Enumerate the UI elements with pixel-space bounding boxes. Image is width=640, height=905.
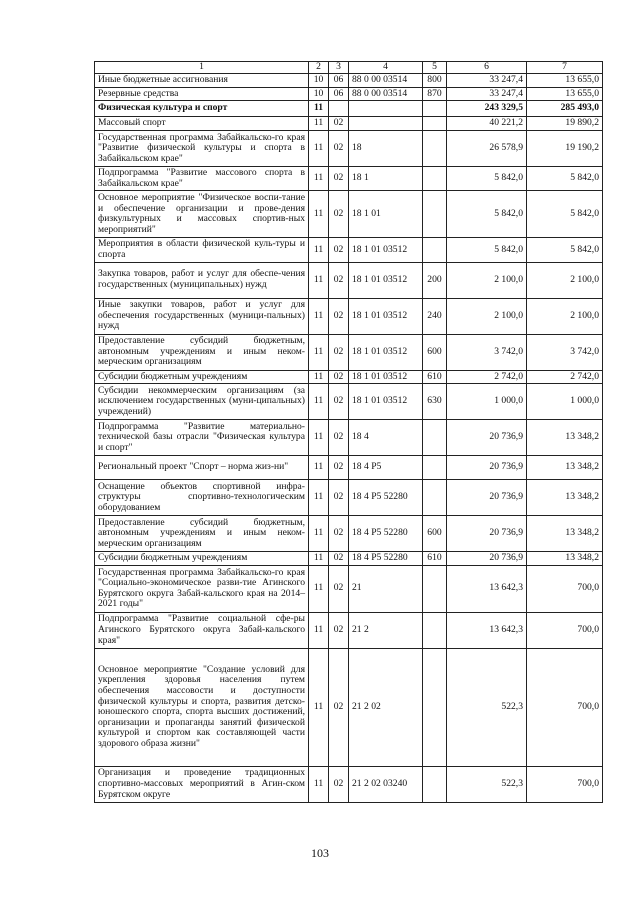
row-expense-type [423, 648, 447, 766]
table-row [95, 298, 603, 334]
table-row [95, 334, 603, 370]
row-section: 11 [309, 167, 329, 191]
row-amount-1: 2 100,0 [447, 298, 527, 334]
row-amount-2: 13 655,0 [527, 74, 603, 88]
row-section: 11 [309, 480, 329, 516]
row-expense-type [423, 480, 447, 516]
row-expense-type [423, 420, 447, 456]
row-name: Закупка товаров, работ и услуг для обеспе-чения государственных (муниципальных) нужд [95, 262, 309, 298]
row-amount-1: 40 221,2 [447, 117, 527, 131]
row-amount-1: 20 736,9 [447, 516, 527, 552]
row-expense-type: 610 [423, 552, 447, 566]
column-header: 3 [329, 62, 349, 74]
row-amount-1: 13 642,3 [447, 612, 527, 648]
row-target-code: 18 [349, 131, 423, 167]
row-amount-1: 243 329,5 [447, 101, 527, 117]
row-section: 11 [309, 101, 329, 117]
row-amount-2: 700,0 [527, 766, 603, 802]
row-amount-2: 700,0 [527, 612, 603, 648]
row-amount-1: 5 842,0 [447, 191, 527, 238]
row-target-code: 18 1 01 [349, 191, 423, 238]
row-amount-2: 13 655,0 [527, 87, 603, 101]
row-amount-1: 2 100,0 [447, 262, 527, 298]
row-name: Иные закупки товаров, работ и услуг для обеспечения государственных (муници-пальных) нужд [95, 298, 309, 334]
row-name: Подпрограмма "Развитие социальной сфе-ры Агинского Бурятского округа Забай-кальского края" [95, 612, 309, 648]
row-amount-2: 700,0 [527, 648, 603, 766]
row-name: Иные бюджетные ассигнования [95, 74, 309, 88]
row-amount-1: 20 736,9 [447, 456, 527, 480]
row-amount-1: 13 642,3 [447, 565, 527, 612]
row-amount-1: 3 742,0 [447, 334, 527, 370]
table-row [95, 74, 603, 88]
row-subsection [329, 101, 349, 117]
row-name: Подпрограмма "Развитие массового спорта в Забайкальском крае" [95, 167, 309, 191]
row-amount-1: 20 736,9 [447, 480, 527, 516]
row-amount-1: 20 736,9 [447, 552, 527, 566]
table-row [95, 238, 603, 262]
row-amount-2: 13 348,2 [527, 456, 603, 480]
row-subsection: 02 [329, 420, 349, 456]
row-target-code: 18 1 01 03512 [349, 262, 423, 298]
row-target-code: 88 0 00 03514 [349, 74, 423, 88]
row-amount-1: 1 000,0 [447, 384, 527, 420]
row-target-code: 18 1 01 03512 [349, 238, 423, 262]
column-header: 2 [309, 62, 329, 74]
row-amount-2: 13 348,2 [527, 552, 603, 566]
row-section: 10 [309, 87, 329, 101]
row-amount-1: 2 742,0 [447, 370, 527, 384]
row-section: 11 [309, 191, 329, 238]
row-target-code: 21 2 02 [349, 648, 423, 766]
row-target-code [349, 117, 423, 131]
row-subsection: 02 [329, 648, 349, 766]
row-section: 11 [309, 648, 329, 766]
row-section: 11 [309, 117, 329, 131]
column-header: 7 [527, 62, 603, 74]
header-row [95, 62, 603, 74]
row-subsection: 02 [329, 480, 349, 516]
row-target-code: 18 4 P5 [349, 456, 423, 480]
row-amount-1: 522,3 [447, 766, 527, 802]
column-header: 5 [423, 62, 447, 74]
row-name: Субсидии некоммерческим организациям (за исключением государственных (муни-ципальных) учреждений) [95, 384, 309, 420]
row-subsection: 02 [329, 334, 349, 370]
table-row [95, 384, 603, 420]
row-subsection: 02 [329, 766, 349, 802]
row-target-code: 18 1 [349, 167, 423, 191]
budget-table [94, 61, 603, 803]
row-expense-type [423, 167, 447, 191]
row-target-code: 21 2 02 03240 [349, 766, 423, 802]
row-section: 11 [309, 420, 329, 456]
row-expense-type [423, 766, 447, 802]
row-amount-1: 5 842,0 [447, 238, 527, 262]
row-expense-type [423, 117, 447, 131]
row-section: 11 [309, 612, 329, 648]
row-section: 11 [309, 384, 329, 420]
row-amount-2: 13 348,2 [527, 516, 603, 552]
row-amount-2: 2 100,0 [527, 262, 603, 298]
row-subsection: 02 [329, 565, 349, 612]
table-row [95, 480, 603, 516]
row-expense-type [423, 565, 447, 612]
row-subsection: 02 [329, 370, 349, 384]
row-section: 11 [309, 456, 329, 480]
page-number: 103 [311, 846, 329, 860]
row-subsection: 02 [329, 516, 349, 552]
row-section: 10 [309, 74, 329, 88]
row-name: Мероприятия в области физической куль-туры и спорта [95, 238, 309, 262]
row-expense-type: 870 [423, 87, 447, 101]
row-subsection: 02 [329, 238, 349, 262]
row-section: 11 [309, 552, 329, 566]
row-name: Физическая культура и спорт [95, 101, 309, 117]
row-expense-type [423, 131, 447, 167]
row-amount-2: 5 842,0 [527, 191, 603, 238]
row-target-code: 88 0 00 03514 [349, 87, 423, 101]
row-amount-2: 19 890,2 [527, 117, 603, 131]
row-amount-2: 19 190,2 [527, 131, 603, 167]
row-amount-2: 13 348,2 [527, 420, 603, 456]
row-amount-1: 33 247,4 [447, 87, 527, 101]
row-subsection: 06 [329, 74, 349, 88]
table-row [95, 370, 603, 384]
row-name: Основное мероприятие "Создание условий для укрепления здоровья населения путем обеспечения массовости и доступности физической культуры и спорта, развития детско-юношеского спорта, спорта высших достижений, организации и пропаганды занятий физической культурой и спортом как составляющей части здорового образа жизни" [95, 648, 309, 766]
document-sheet [94, 61, 602, 803]
row-name: Региональный проект "Спорт – норма жиз-ни" [95, 456, 309, 480]
table-row [95, 456, 603, 480]
row-expense-type [423, 101, 447, 117]
table-row [95, 191, 603, 238]
row-target-code: 18 4 P5 52280 [349, 552, 423, 566]
row-name: Предоставление субсидий бюджетным, автономным учреждениям и иным неком-мерческим организациям [95, 334, 309, 370]
row-subsection: 02 [329, 262, 349, 298]
row-section: 11 [309, 298, 329, 334]
row-expense-type: 630 [423, 384, 447, 420]
row-target-code: 18 4 [349, 420, 423, 456]
row-expense-type [423, 238, 447, 262]
row-name: Резервные средства [95, 87, 309, 101]
row-name: Государственная программа Забайкальско-го края "Развитие физической культуры и спорта в Забайкальском крае" [95, 131, 309, 167]
table-row [95, 552, 603, 566]
row-subsection: 02 [329, 191, 349, 238]
row-amount-2: 5 842,0 [527, 238, 603, 262]
row-subsection: 06 [329, 87, 349, 101]
row-expense-type [423, 191, 447, 238]
row-section: 11 [309, 238, 329, 262]
row-section: 11 [309, 766, 329, 802]
table-row [95, 131, 603, 167]
row-subsection: 02 [329, 552, 349, 566]
column-header: 1 [95, 62, 309, 74]
row-subsection: 02 [329, 167, 349, 191]
row-name: Массовый спорт [95, 117, 309, 131]
column-header: 4 [349, 62, 423, 74]
row-name: Субсидии бюджетным учреждениям [95, 370, 309, 384]
table-body [95, 74, 603, 803]
row-section: 11 [309, 565, 329, 612]
row-subsection: 02 [329, 117, 349, 131]
row-name: Организация и проведение традиционных спортивно-массовых мероприятий в Агин-ском Бурятском округе [95, 766, 309, 802]
row-subsection: 02 [329, 456, 349, 480]
row-subsection: 02 [329, 384, 349, 420]
table-row [95, 612, 603, 648]
row-target-code: 18 4 P5 52280 [349, 480, 423, 516]
row-amount-2: 13 348,2 [527, 480, 603, 516]
row-expense-type: 610 [423, 370, 447, 384]
table-row [95, 648, 603, 766]
table-row [95, 516, 603, 552]
table-row [95, 167, 603, 191]
row-section: 11 [309, 131, 329, 167]
row-amount-2: 3 742,0 [527, 334, 603, 370]
row-subsection: 02 [329, 612, 349, 648]
table-row [95, 101, 603, 117]
row-amount-2: 700,0 [527, 565, 603, 612]
row-subsection: 02 [329, 131, 349, 167]
table-row [95, 117, 603, 131]
row-target-code: 21 2 [349, 612, 423, 648]
row-expense-type: 240 [423, 298, 447, 334]
table-row [95, 420, 603, 456]
row-amount-1: 26 578,9 [447, 131, 527, 167]
row-target-code: 21 [349, 565, 423, 612]
row-name: Основное мероприятие "Физическое воспи-тание и обеспечение организации и прове-дения физкультурных и массовых спортив-ных мероприятий" [95, 191, 309, 238]
row-expense-type [423, 612, 447, 648]
table-row [95, 565, 603, 612]
row-amount-2: 285 493,0 [527, 101, 603, 117]
row-amount-1: 20 736,9 [447, 420, 527, 456]
row-target-code: 18 4 P5 52280 [349, 516, 423, 552]
row-target-code: 18 1 01 03512 [349, 384, 423, 420]
row-amount-2: 1 000,0 [527, 384, 603, 420]
row-amount-2: 2 100,0 [527, 298, 603, 334]
row-amount-1: 33 247,4 [447, 74, 527, 88]
row-name: Предоставление субсидий бюджетным, автономным учреждениям и иным неком-мерческим организациям [95, 516, 309, 552]
row-target-code: 18 1 01 03512 [349, 298, 423, 334]
row-expense-type: 600 [423, 334, 447, 370]
row-amount-2: 5 842,0 [527, 167, 603, 191]
row-name: Государственная программа Забайкальско-го края "Социально-экономическое разви-тие Агинского Бурятского округа Забай-кальского края на 2014–2021 годы" [95, 565, 309, 612]
row-expense-type: 800 [423, 74, 447, 88]
row-section: 11 [309, 516, 329, 552]
row-target-code: 18 1 01 03512 [349, 334, 423, 370]
column-header: 6 [447, 62, 527, 74]
row-section: 11 [309, 370, 329, 384]
table-row [95, 87, 603, 101]
row-target-code: 18 1 01 03512 [349, 370, 423, 384]
row-amount-2: 2 742,0 [527, 370, 603, 384]
row-name: Подпрограмма "Развитие материально-технической базы отрасли "Физическая культура и спорт" [95, 420, 309, 456]
row-expense-type: 600 [423, 516, 447, 552]
row-name: Оснащение объектов спортивной инфра-структуры спортивно-технологическим оборудованием [95, 480, 309, 516]
row-name: Субсидии бюджетным учреждениям [95, 552, 309, 566]
row-target-code [349, 101, 423, 117]
row-expense-type: 200 [423, 262, 447, 298]
row-subsection: 02 [329, 298, 349, 334]
table-row [95, 766, 603, 802]
row-expense-type [423, 456, 447, 480]
row-section: 11 [309, 262, 329, 298]
row-section: 11 [309, 334, 329, 370]
row-amount-1: 5 842,0 [447, 167, 527, 191]
row-amount-1: 522,3 [447, 648, 527, 766]
table-row [95, 262, 603, 298]
